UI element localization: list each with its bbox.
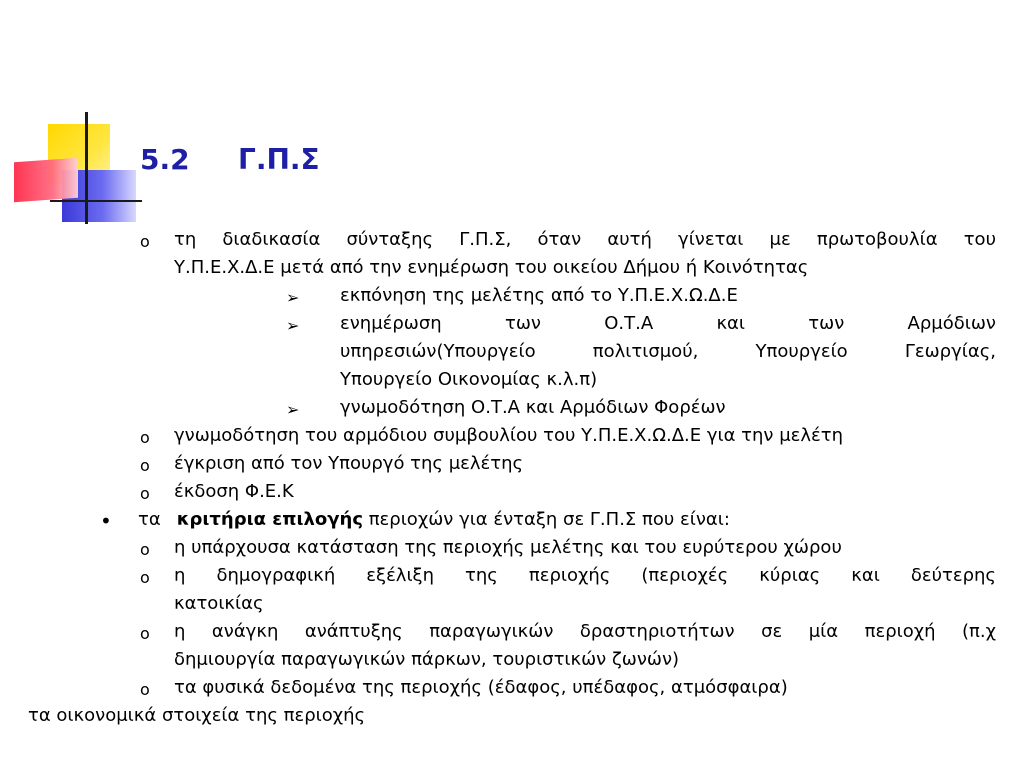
list-item-line: έκδοση Φ.Ε.Κ: [174, 481, 294, 502]
circle-marker: o: [140, 428, 150, 447]
circle-marker: o: [140, 540, 150, 559]
list-item-line: υπηρεσιών(Υπουργείο πολιτισμού, Υπουργείο Γεωργίας,: [340, 341, 996, 362]
list-item-line: γνωμοδότηση Ο.Τ.Α και Αρμόδιων Φορέων: [340, 397, 726, 418]
arrow-marker: ➢: [286, 316, 300, 335]
logo-vertical-line: [85, 112, 88, 224]
list-item-line: εκπόνηση της μελέτης από το Υ.Π.Ε.Χ.Ω.Δ.Ε: [340, 285, 738, 306]
list-item-line: έγκριση από τον Υπουργό της μελέτης: [174, 453, 524, 474]
list-item-line: Υπουργείο Οικονομίας κ.λ.π): [340, 369, 598, 390]
list-item-line: κατοικίας: [174, 593, 264, 614]
list-item-line: δημιουργία παραγωγικών πάρκων, τουριστικών ζωνών): [174, 649, 680, 670]
list-item-line: [138, 507, 730, 533]
list-item-line: η δημογραφική εξέλιξη της περιοχής (περιοχές κύριας και δεύτερης: [174, 565, 996, 586]
bullet-suffix: περιοχών για ένταξη σε Γ.Π.Σ που είναι:: [363, 509, 730, 530]
arrow-marker: ➢: [286, 288, 300, 307]
title-text: Γ.Π.Σ: [238, 143, 320, 176]
circle-marker: o: [140, 568, 150, 587]
list-item-line: Υ.Π.Ε.Χ.Δ.Ε μετά από την ενημέρωση του οικείου Δήμου ή Κοινότητας: [174, 257, 809, 278]
arrow-marker: ➢: [286, 400, 300, 419]
list-item-line: τα οικονομικά στοιχεία της περιοχής: [28, 705, 366, 726]
circle-marker: o: [140, 456, 150, 475]
circle-marker: o: [140, 484, 150, 503]
list-item-line: γνωμοδότηση του αρμόδιου συμβουλίου του Υ.Π.Ε.Χ.Ω.Δ.Ε για την μελέτη: [174, 425, 844, 446]
list-item-line: η ανάγκη ανάπτυξης παραγωγικών δραστηριοτήτων σε μία περιοχή (π.χ: [174, 621, 996, 642]
logo-horizontal-line: [50, 200, 142, 202]
slide-title: [140, 143, 320, 176]
bullet-marker: •: [100, 509, 112, 533]
circle-marker: o: [140, 624, 150, 643]
list-item-line: τη διαδικασία σύνταξης Γ.Π.Σ, όταν αυτή γίνεται με πρωτοβουλία του: [174, 229, 996, 250]
logo-red-square: [14, 158, 78, 202]
circle-marker: o: [140, 680, 150, 699]
bullet-prefix: τα: [138, 509, 161, 530]
bold-phrase: κριτήρια επιλογής: [176, 509, 363, 530]
list-item-line: τα φυσικά δεδομένα της περιοχής (έδαφος, υπέδαφος, ατμόσφαιρα): [174, 677, 788, 698]
list-item-line: η υπάρχουσα κατάσταση της περιοχής μελέτης και του ευρύτερου χώρου: [174, 537, 842, 558]
circle-marker: o: [140, 232, 150, 251]
title-number: 5.2: [140, 143, 190, 176]
list-item-line: ενημέρωση των Ο.Τ.Α και των Αρμόδιων: [340, 313, 996, 334]
